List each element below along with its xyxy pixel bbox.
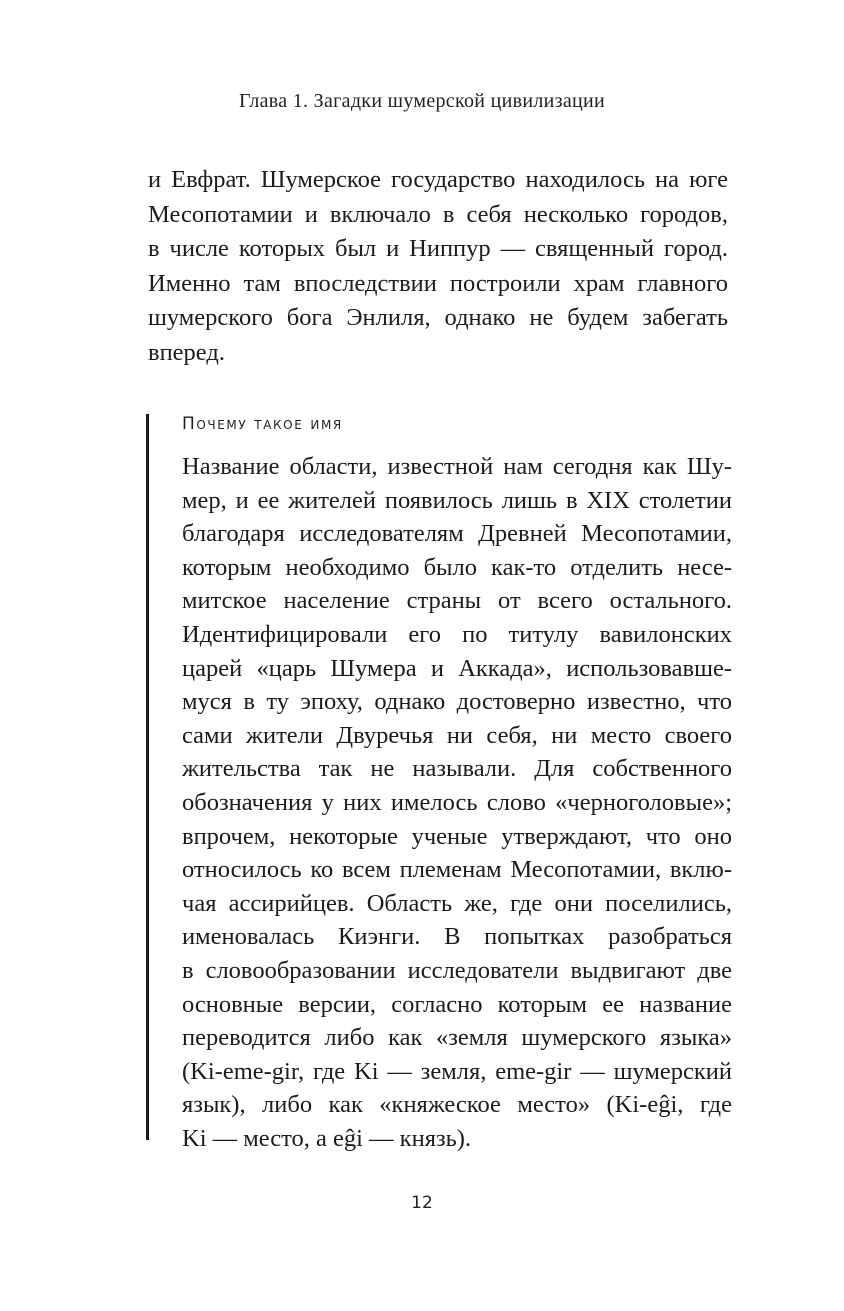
sidebar-line: муся в ту эпоху, однако достоверно известно, что (182, 688, 732, 716)
text-line: и Евфрат. Шумерское государство находилось на юге (148, 166, 728, 193)
sidebar-line: язык), либо как «княжеское место» (Ki-eĝi, где (182, 1091, 732, 1119)
sidebar-title: Почему такое имя (182, 414, 343, 434)
sidebar-line: митское население страны от всего остального. (182, 587, 732, 615)
page-number: 12 (411, 1193, 433, 1213)
sidebar-line: Название области, известной нам сегодня как Шу- (182, 453, 732, 480)
sidebar-line: впрочем, некоторые ученые утверждают, что оно (182, 822, 732, 850)
sidebar-line: основные версии, согласно которым ее название (182, 990, 732, 1018)
sidebar-line: Идентифицировали его по титулу вавилонских (182, 620, 732, 648)
sidebar-line: жительства так не называли. Для собственного (182, 755, 732, 783)
sidebar-line: Ki — место, а eĝi — князь). (182, 1124, 472, 1152)
sidebar-line: сами жители Двуречья ни себя, ни место своего (182, 721, 732, 749)
sidebar-vertical-rule (146, 414, 149, 1140)
text-line: Именно там впоследствии построили храм главного (148, 269, 728, 297)
sidebar-line: (Ki-eme-gir, где Ki — земля, eme-gir — шумерский (182, 1057, 732, 1085)
text-line: вперед. (148, 338, 225, 366)
sidebar-line: мер, и ее жителей появилось лишь в XIX столетии (182, 486, 732, 514)
sidebar-line: именовалась Киэнги. В попытках разобраться (182, 923, 732, 951)
text-line: в числе которых был и Ниппур — священный город. (148, 235, 728, 263)
main-paragraph (148, 163, 728, 371)
sidebar-line: в словообразовании исследователи выдвигают две (182, 956, 732, 984)
sidebar-line: относилось ко всем племенам Месопотамии, вклю- (182, 856, 732, 884)
sidebar-line: переводится либо как «земля шумерского языка» (182, 1024, 732, 1052)
sidebar-line: обозначения у них имелось слово «черноголовые»; (182, 788, 732, 816)
sidebar-line: чая ассирийцев. Область же, где они поселились, (182, 889, 732, 917)
sidebar-box (146, 414, 732, 1152)
sidebar-line: благодаря исследователям Древней Месопотамии, (182, 520, 732, 548)
text-line: шумерского бога Энлиля, однако не будем забегать (148, 304, 728, 332)
running-header: Глава 1. Загадки шумерской цивилизации (238, 90, 606, 112)
sidebar-line: царей «царь Шумера и Аккада», использовавше- (182, 654, 732, 682)
sidebar-line: которым необходимо было как-то отделить несе- (182, 553, 732, 581)
sidebar-body (182, 450, 732, 1155)
text-line: Месопотамии и включало в себя несколько городов, (148, 200, 728, 228)
